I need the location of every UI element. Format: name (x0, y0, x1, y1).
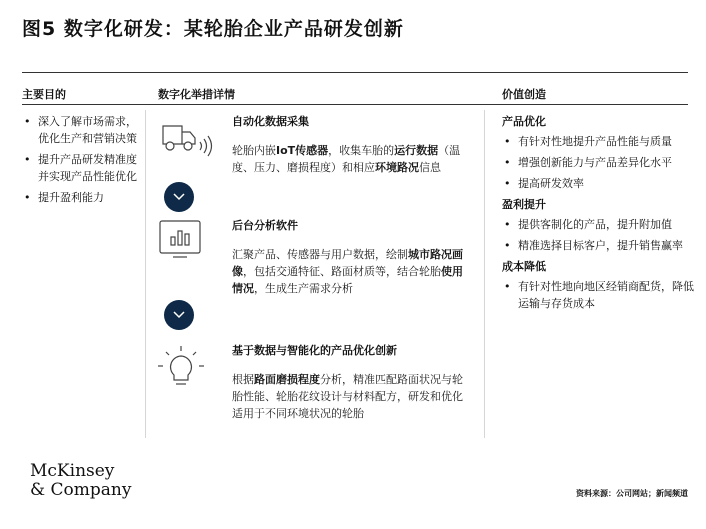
initiative-2 (232, 217, 468, 297)
value-heading: 成本降低 (502, 260, 546, 273)
goal-item: • 提升产品研发精准度并实现产品性能优化 (22, 151, 140, 185)
truck-signal-icon (160, 116, 216, 160)
highlight-text: 运行数据 (394, 144, 439, 157)
initiative-title: 基于数据与智能化的产品优化创新 (232, 344, 397, 357)
highlight-text: 使用情况 (232, 265, 463, 295)
initiative-3 (232, 342, 468, 422)
column-divider-1 (145, 110, 146, 438)
goals-column (22, 113, 140, 210)
value-item: • 提高研发效率 (502, 175, 694, 192)
initiative-title: 后台分析软件 (232, 219, 298, 232)
description-text: ，包括交通特征、路面材质等，结合轮胎 (243, 265, 441, 278)
header-rule-bottom (22, 104, 688, 105)
highlight-text: IoT传感器 (276, 144, 329, 157)
initiative-1 (232, 113, 468, 176)
header-value: 价值创造 (502, 88, 546, 101)
logo-line-1: McKinsey (30, 461, 115, 481)
description-text: ，生成生产需求分析 (254, 282, 353, 295)
highlight-text: 城市路况画像 (232, 248, 463, 278)
description-text: （温度、压力、磨损程度）和相应 (232, 144, 461, 174)
source-note: 资料来源：公司网站；新闻频道 (576, 489, 688, 498)
value-list (502, 216, 694, 254)
column-divider-2 (484, 110, 485, 438)
initiative-title: 自动化数据采集 (232, 115, 309, 128)
value-item: • 有针对性地向地区经销商配货，降低运输与存货成本 (502, 278, 694, 312)
description-text: 根据 (232, 373, 254, 386)
value-heading: 产品优化 (502, 115, 546, 128)
lightbulb-icon (156, 344, 206, 394)
initiative-description (232, 246, 468, 297)
value-item: • 增强创新能力与产品差异化水平 (502, 154, 694, 171)
logo-line-2: & Company (30, 480, 132, 500)
value-item: • 精准选择目标客户，提升销售赢率 (502, 237, 694, 254)
highlight-text: 路面磨损程度 (254, 373, 320, 386)
description-text: 信息 (419, 161, 441, 174)
value-heading: 盈利提升 (502, 198, 546, 211)
mckinsey-logo (30, 462, 131, 500)
chevron-down-icon (164, 300, 194, 330)
value-item: • 有针对性地提升产品性能与质量 (502, 133, 694, 150)
goal-item: • 提升盈利能力 (22, 189, 140, 206)
highlight-text: 环境路况 (375, 161, 419, 174)
goal-item: • 深入了解市场需求，优化生产和营销决策 (22, 113, 140, 147)
value-column (502, 113, 694, 316)
header-goals: 主要目的 (22, 88, 66, 101)
chevron-down-icon (164, 182, 194, 212)
value-list (502, 133, 694, 192)
page-title: 图5 数字化研发：某轮胎企业产品研发创新 (22, 18, 404, 40)
value-list (502, 278, 694, 312)
header-rule-top (22, 72, 688, 73)
description-text: 分析，精准匹配路面状况与轮胎性能、轮胎花纹设计与材料配方，研发和优化适用于不同环境状况的轮胎 (232, 373, 463, 420)
header-initiatives: 数字化举措详情 (158, 88, 235, 101)
initiative-description (232, 142, 468, 176)
goals-list (22, 113, 140, 206)
description-text: 汇聚产品、传感器与用户数据，绘制 (232, 248, 408, 261)
monitor-chart-icon (158, 219, 204, 261)
initiative-description (232, 371, 468, 422)
value-item: • 提供客制化的产品，提升附加值 (502, 216, 694, 233)
description-text: ，收集车胎的 (328, 144, 395, 157)
description-text: 轮胎内嵌 (232, 144, 276, 157)
